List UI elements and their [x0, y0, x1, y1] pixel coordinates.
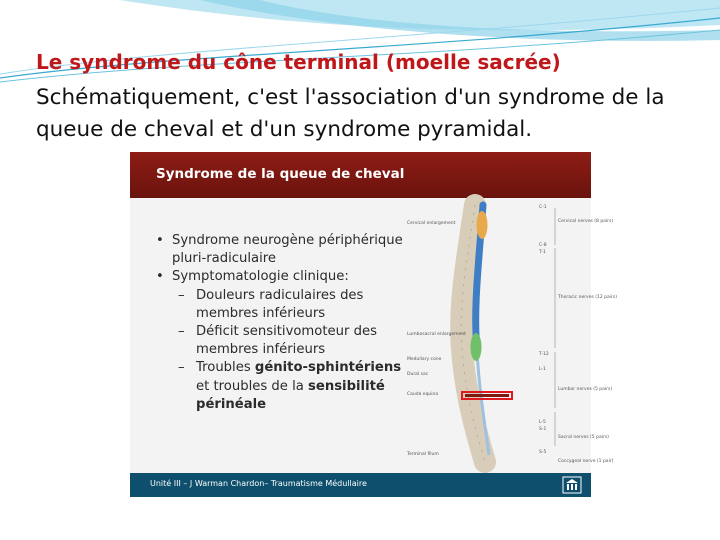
sub-bullet-bold: génito-sphintériens — [254, 360, 402, 376]
diagram-label: Terminal filum — [407, 452, 439, 457]
bullet-item — [150, 268, 408, 414]
diagram-label: Coccygeal nerve (1 pair) — [558, 459, 614, 464]
sub-bullet-item: – Douleurs radiculaires des membres inférieurs — [172, 287, 408, 323]
diagram-level-label: C-8 — [539, 243, 547, 248]
diagram-level-label: L-1 — [539, 367, 546, 372]
bullet-item-text: Symptomatologie clinique: — [172, 269, 349, 285]
diagram-level-label: T-1 — [539, 250, 546, 255]
bullet-item: • Syndrome neurogène périphérique pluri-radiculaire — [150, 232, 408, 268]
diagram-label: Dural sac — [407, 372, 429, 377]
diagram-label: Cervical nerves (8 pairs) — [558, 219, 614, 224]
slide-heading: Le syndrome du cône terminal (moelle sacrée) — [36, 50, 561, 74]
diagram-label: Lumbar nerves (5 pairs) — [558, 387, 613, 392]
university-logo-icon — [563, 477, 581, 493]
diagram-level-label: S-5 — [539, 450, 547, 455]
inset-header — [130, 152, 591, 198]
diagram-label: Lumbosacral enlargement — [407, 332, 466, 337]
inset-title: Syndrome de la queue de cheval — [156, 166, 405, 182]
sub-bullet-prefix: Troubles — [196, 360, 255, 376]
inset-bullet-list — [150, 232, 408, 414]
diagram-label: Cauda equina — [407, 392, 439, 397]
diagram-level-label: S-1 — [539, 427, 547, 432]
diagram-label: Medullary cone — [407, 357, 442, 362]
inset-footer-text: Unité III – J Warman Chardon– Traumatisme Médullaire — [150, 479, 367, 488]
diagram-level-label: C-1 — [539, 205, 547, 210]
diagram-label: Cervical enlargement — [407, 221, 456, 226]
diagram-label: Sacral nerves (5 pairs) — [558, 435, 609, 440]
sub-bullet-item — [172, 359, 408, 414]
sub-bullet-bold: sensibilité périnéale — [196, 378, 385, 412]
sub-bullet-item: – Déficit sensitivomoteur des membres inférieurs — [172, 323, 408, 359]
sub-bullet-middle: et troubles de la — [196, 378, 309, 394]
diagram-level-label: T-12 — [539, 352, 549, 357]
diagram-level-label: L-5 — [539, 420, 546, 425]
slide-body-text: Schématiquement, c'est l'association d'un syndrome de la queue de cheval et d'un syndrome pyramidal. — [36, 85, 665, 142]
sub-bullet-list — [172, 287, 408, 414]
spinal-cord-diagram — [405, 200, 617, 470]
inset-footer — [130, 473, 591, 497]
diagram-label: Thoracic nerves (12 pairs) — [558, 295, 617, 300]
inset-slide-image — [130, 152, 617, 497]
